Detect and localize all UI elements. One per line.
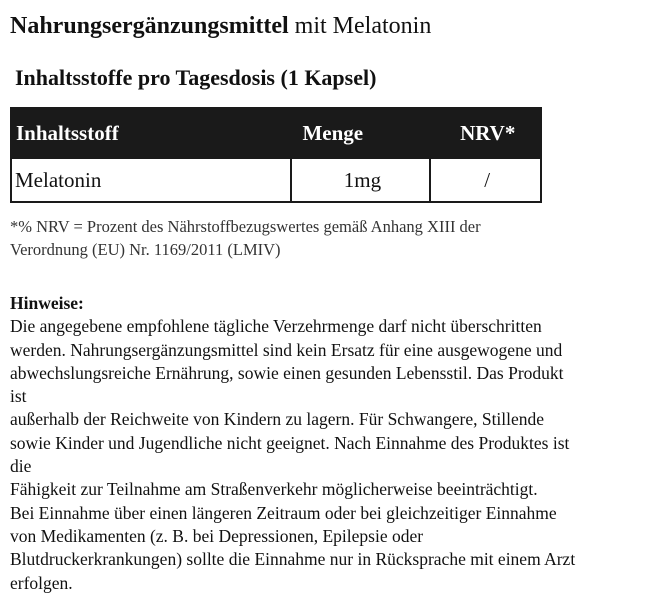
ingredients-subtitle: Inhaltsstoffe pro Tagesdosis (1 Kapsel) xyxy=(15,65,377,90)
ingredients-table xyxy=(10,107,542,203)
cell-nrv: / xyxy=(430,158,541,202)
notes-line: außerhalb der Reichweite von Kindern zu lagern. Für Schwangere, Stillende xyxy=(10,409,545,430)
notes-line: werden. Nahrungsergänzungsmittel sind kein Ersatz für eine ausgewogene und xyxy=(10,339,563,360)
cell-amount: 1mg xyxy=(291,158,430,202)
notes-line: Blutdruckerkrankungen) sollte die Einnahme nur in Rücksprache mit einem Arzt xyxy=(10,549,576,570)
notes-line: Die angegebene empfohlene tägliche Verzehrmenge darf nicht überschritten xyxy=(10,316,542,337)
notes-line: von Medikamenten (z. B. bei Depressionen, Epilepsie oder xyxy=(10,525,424,546)
header-amount: Menge xyxy=(291,108,430,158)
notes-line: die xyxy=(10,456,32,477)
notes-section xyxy=(10,292,650,595)
notes-line: abwechslungsreiche Ernährung, sowie einen gesunden Lebensstil. Das Produkt xyxy=(10,362,564,383)
page-title-rest: mit Melatonin xyxy=(288,13,432,39)
page-title-bold: Nahrungsergänzungsmittel xyxy=(10,13,289,39)
header-ingredient: Inhaltsstoff xyxy=(11,108,291,158)
notes-line: sowie Kinder und Jugendliche nicht geeignet. Nach Einnahme des Produktes ist xyxy=(10,432,570,453)
notes-line: Bei Einnahme über einen längeren Zeitraum oder bei gleichzeitiger Einnahme xyxy=(10,502,557,523)
cell-ingredient: Melatonin xyxy=(11,158,291,202)
notes-line: ist xyxy=(10,386,27,407)
nrv-footnote xyxy=(10,215,570,261)
notes-line: erfolgen. xyxy=(10,572,73,593)
footnote-line: *% NRV = Prozent des Nährstoffbezugswertes gemäß Anhang XIII der xyxy=(10,217,481,236)
table-header-row xyxy=(11,108,541,158)
page-title xyxy=(10,10,431,42)
notes-heading: Hinweise: xyxy=(10,293,84,313)
footnote-line: Verordnung (EU) Nr. 1169/2011 (LMIV) xyxy=(10,240,281,259)
header-nrv: NRV* xyxy=(430,108,541,158)
table-row xyxy=(11,158,541,202)
notes-line: Fähigkeit zur Teilnahme am Straßenverkehr möglicherweise beeinträchtigt. xyxy=(10,479,538,500)
